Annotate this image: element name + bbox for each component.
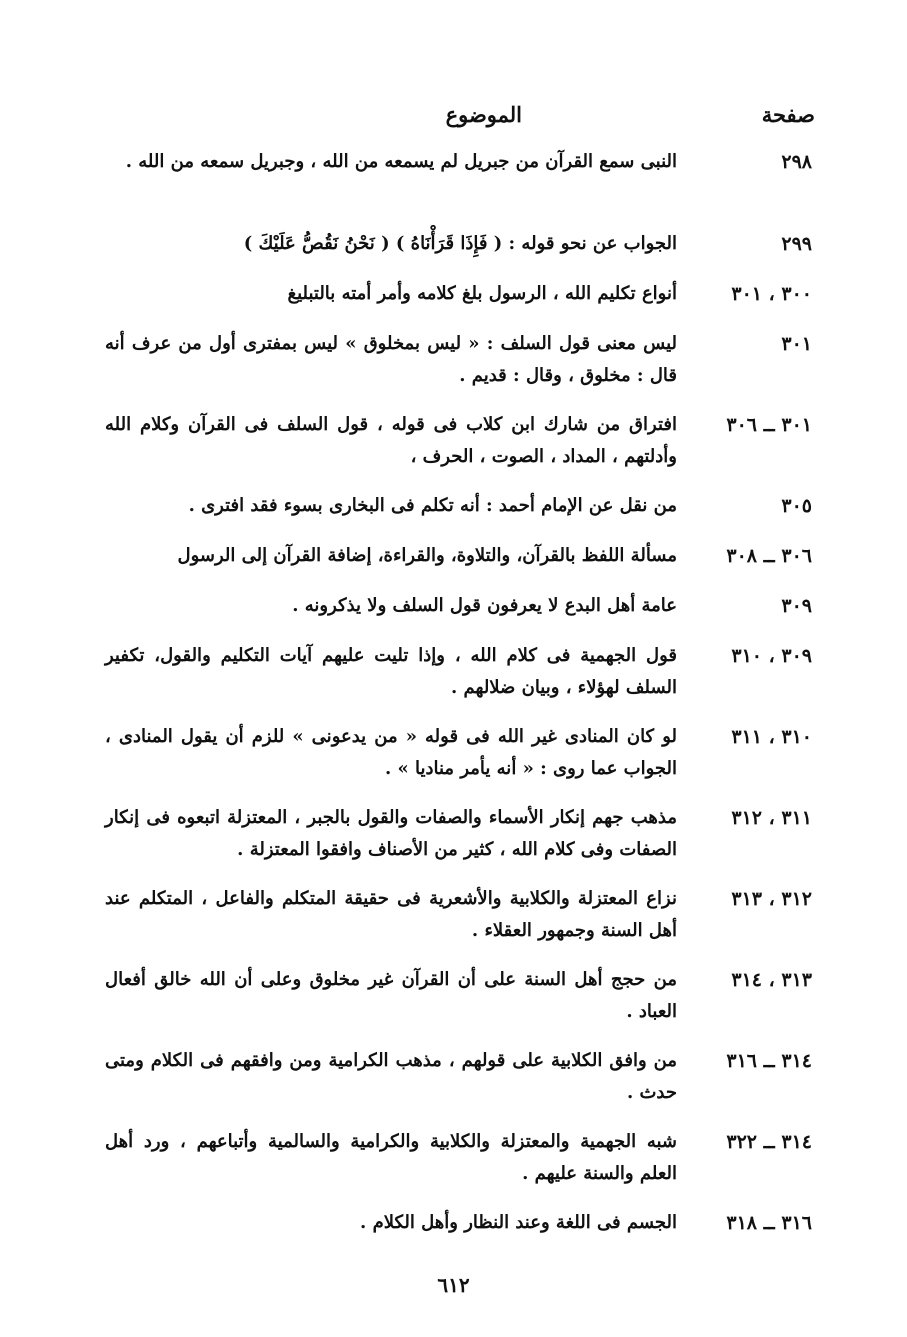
- entry-text: من نقل عن الإمام أحمد : أنه تكلم فى البخارى بسوء فقد افترى .: [188, 495, 677, 516]
- index-entry: [100, 640, 812, 720]
- entry-page-ref: ٣١٢ ، ٣١٣: [731, 888, 812, 910]
- page-column-header: صفحة: [761, 102, 815, 127]
- entry-page-ref: ٣٠٠ ، ٣٠١: [731, 283, 812, 305]
- entry-page-ref: ٣٠١ ــ ٣٠٦: [726, 414, 812, 436]
- index-entry: [100, 328, 812, 408]
- entry-text: نزاع المعتزلة والكلابية والأشعرية فى حقيقة المتكلم والفاعل ، المتكلم عند أهل السنة وجمهور العقلاء .: [105, 888, 677, 941]
- entry-text: ليس معنى قول السلف : « ليس بمخلوق » ليس بمفترى أول من عرف أنه قال : مخلوق ، وقال : قديم .: [105, 333, 677, 386]
- entry-page-ref: ٣١١ ، ٣١٢: [731, 807, 812, 829]
- entry-page-ref: ٣٠٩: [781, 595, 812, 617]
- entry-page-ref: ٣٠٥: [781, 495, 812, 517]
- index-entry: [100, 1045, 812, 1125]
- entry-text: الجواب عن نحو قوله : ( فَإِذَا قَرَأْنَاهُ ) ( نَحْنُ نَقُصُّ عَلَيْكَ ): [243, 233, 677, 254]
- entry-text: لو كان المنادى غير الله فى قوله « من يدعونى » للزم أن يقول المنادى ، الجواب عما روى : « أنه يأمر مناديا » .: [105, 726, 677, 779]
- entry-text: قول الجهمية فى كلام الله ، وإذا تليت عليهم آيات التكليم والقول، تكفير السلف لهؤلاء ، وبيان ضلالهم .: [105, 645, 677, 698]
- entry-text: أنواع تكليم الله ، الرسول بلغ كلامه وأمر أمته بالتبليغ: [287, 283, 677, 304]
- entry-page-ref: ٢٩٨: [781, 151, 812, 173]
- entry-page-ref: ٣٠١: [781, 333, 812, 355]
- index-entry: [100, 802, 812, 882]
- index-entry: [100, 721, 812, 801]
- entry-text: افتراق من شارك ابن كلاب فى قوله ، قول السلف فى القرآن وكلام الله وأدلتهم ، المداد ، الصوت ، الحرف ،: [105, 414, 677, 467]
- index-entry: [100, 964, 812, 1044]
- index-entry: [100, 409, 812, 489]
- entry-page-ref: ٣١٠ ، ٣١١: [731, 726, 812, 748]
- entry-text: الجسم فى اللغة وعند النظار وأهل الكلام .: [360, 1212, 677, 1233]
- entry-page-ref: ٣٠٦ ــ ٣٠٨: [726, 545, 812, 567]
- entry-text: من حجج أهل السنة على أن القرآن غير مخلوق وعلى أن الله خالق أفعال العباد .: [105, 969, 677, 1022]
- index-entry: [100, 146, 812, 226]
- topic-column-header: الموضوع: [445, 102, 522, 127]
- index-entry: [100, 883, 812, 963]
- entry-text: من وافق الكلابية على قولهم ، مذهب الكرامية ومن وافقهم فى الكلام ومتى حدث .: [105, 1050, 677, 1103]
- entry-text: النبى سمع القرآن من جبريل لم يسمعه من الله ، وجبريل سمعه من الله .: [125, 151, 677, 172]
- entry-page-ref: ٣١٣ ، ٣١٤: [731, 969, 812, 991]
- entry-page-ref: ٣١٤ ــ ٣١٦: [726, 1050, 812, 1072]
- entry-text: شبه الجهمية والمعتزلة والكلابية والكرامية والسالمية وأتباعهم ، ورد أهل العلم والسنة عليهم .: [105, 1131, 677, 1184]
- entry-page-ref: ٣١٤ ــ ٣٢٢: [726, 1131, 812, 1153]
- page-number: ٦١٢: [437, 1273, 470, 1297]
- entry-page-ref: ٢٩٩: [781, 233, 812, 255]
- entry-page-ref: ٣١٦ ــ ٣١٨: [726, 1212, 812, 1234]
- entry-text: عامة أهل البدع لا يعرفون قول السلف ولا يذكرونه .: [292, 595, 677, 616]
- entry-text: مذهب جهم إنكار الأسماء والصفات والقول بالجبر ، المعتزلة اتبعوه فى إنكار الصفات وفى كلام الله ، كثير من الأصناف وافقوا المعتزلة .: [105, 807, 677, 860]
- index-entry: [100, 1126, 812, 1206]
- entry-page-ref: ٣٠٩ ، ٣١٠: [731, 645, 812, 667]
- entry-text: مسألة اللفظ بالقرآن، والتلاوة، والقراءة، إضافة القرآن إلى الرسول: [177, 545, 677, 566]
